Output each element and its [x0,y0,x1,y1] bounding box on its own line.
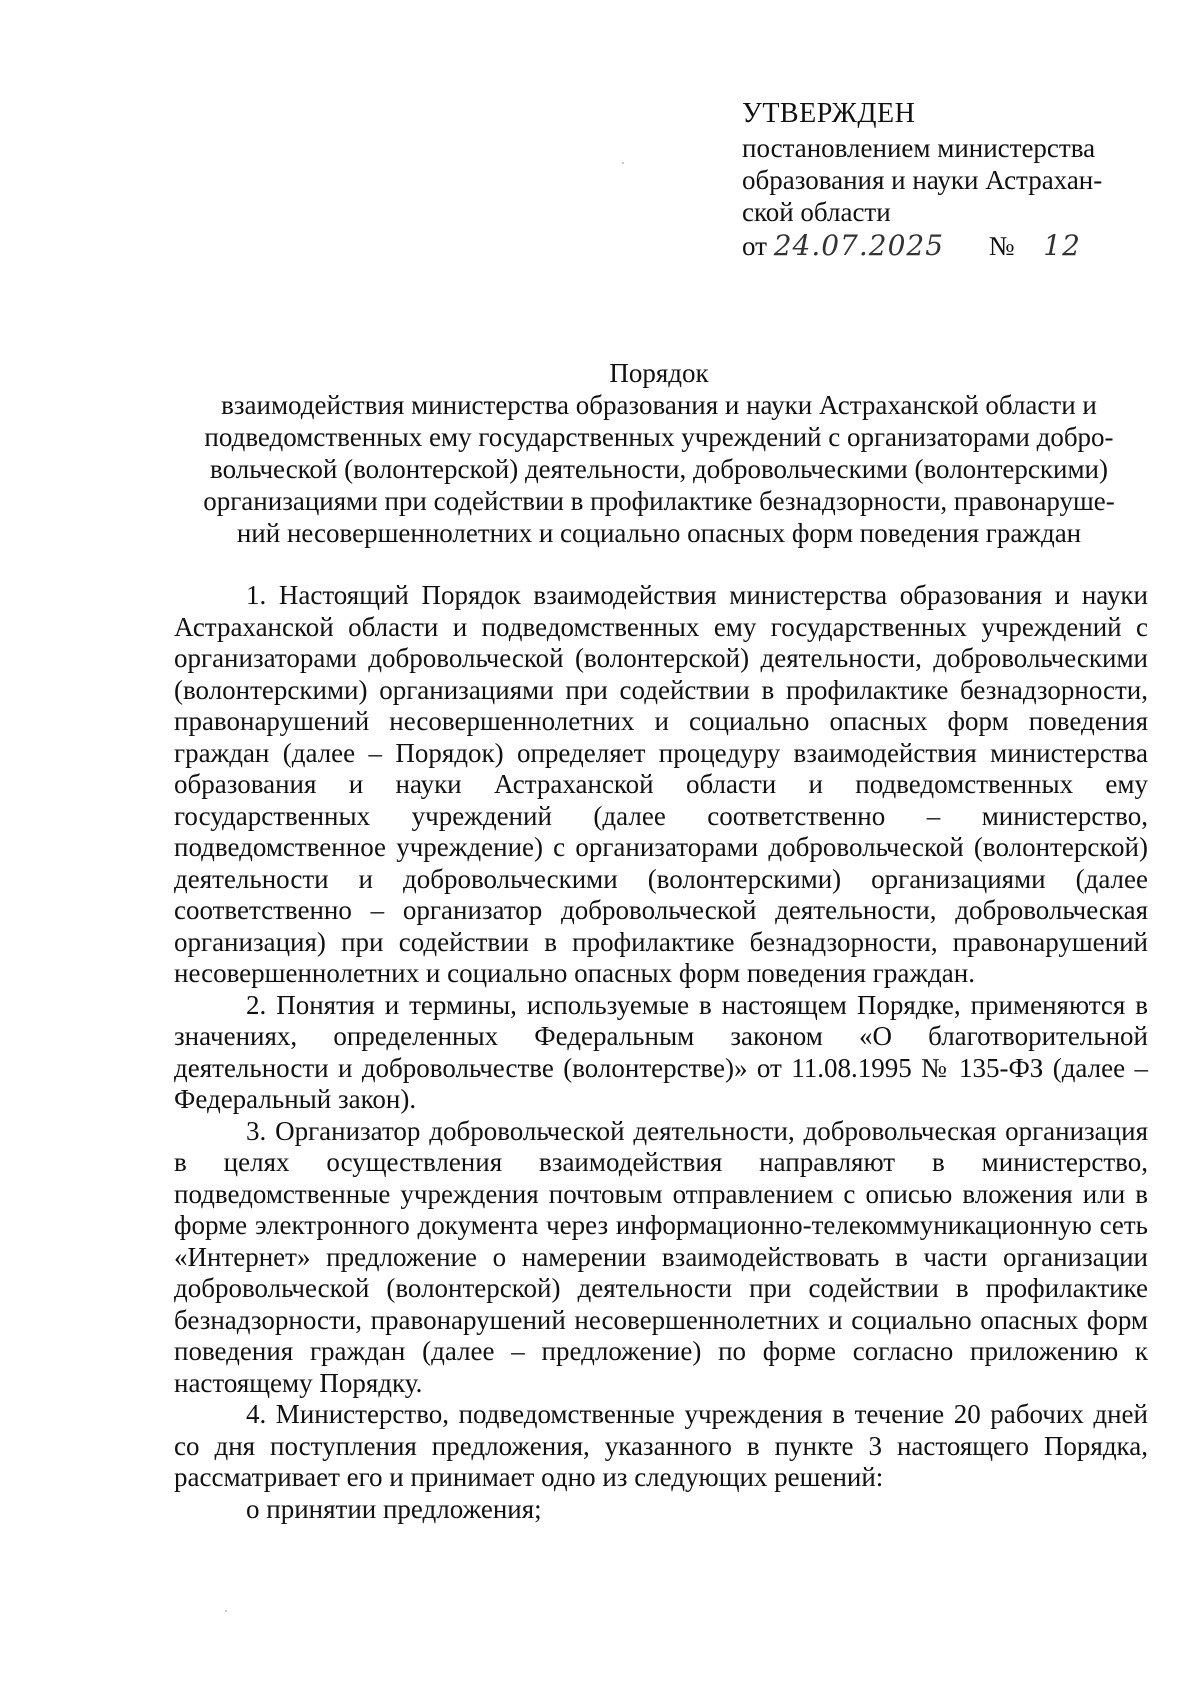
scan-speck [622,162,624,164]
approval-heading: УТВЕРЖДЕН [742,98,916,129]
title-line: взаимодействия министерства образования и науки Астраханской области и [221,390,1097,420]
paragraph-1: 1. Настоящий Порядок взаимодействия министерства образования и науки Астраханской области и подведомственных ему государственных учреждений с организаторами добровольческой (волонтерской) деятельности, добровольческими (волонтерскими) организациями при содействии в профилактике безнадзорности, правонарушений несовершеннолетних и социально опасных форм поведения граждан (далее – Порядок) определяет процедуру взаимодействия министерства образования и науки Астраханской области и подведомственных ему государственных учреждений (далее соответственно – министерство, подведомственное учреждение) с организаторами добровольческой (волонтерской) деятельности и добровольческими (волонтерскими) организациями (далее соответственно – организатор добровольческой деятельности, добровольческая организация) при содействии в профилактике безнадзорности, правонарушений несовершеннолетних и социально опасных форм поведения граждан. [174,580,1148,988]
approval-stamp [742,98,1162,262]
title-line: подведомственных ему государственных учреждений с организаторами добро- [204,422,1114,452]
paragraph-option: о принятии предложения; [246,1493,542,1524]
approval-line: образования и науки Астрахан- [742,165,1103,195]
handwritten-number: 12 [1043,229,1081,262]
title-line: ний несовершеннолетних и социально опасных форм поведения граждан [236,518,1082,548]
approval-line: постановлением министерства [742,133,1096,163]
approval-date-row [742,230,1162,262]
date-prefix: от [742,231,767,261]
paragraph-3: 3. Организатор добровольческой деятельности, добровольческая организация в целях осуществления взаимодействия направляют в министерство, подведомственные учреждения почтовым отправлением с описью вложения или в форме электронного документа через информационно-телекоммуникационную сеть «Интернет» предложение о намерении взаимодействовать в части организации добровольческой (волонтерской) деятельности при содействии в профилактике безнадзорности, правонарушений несовершеннолетних и социально опасных форм поведения граждан (далее – предложение) по форме согласно приложению к настоящему Порядку. [174,1115,1148,1398]
scan-speck [225,1610,227,1612]
paragraph-2: 2. Понятия и термины, используемые в настоящем Порядке, применяются в значениях, определенных Федеральным законом «О благотворительной деятельности и добровольчестве (волонтерстве)» от 11.08.1995 № 135-ФЗ (далее – Федеральный закон). [174,989,1148,1114]
document-title [170,357,1148,549]
paragraph-4: 4. Министерство, подведомственные учреждения в течение 20 рабочих дней со дня поступления предложения, указанного в пункте 3 настоящего Порядка, рассматривает его и принимает одно из следующих решений: [174,1399,1148,1492]
title-line: организациями при содействии в профилактике безнадзорности, правонаруше- [203,486,1115,516]
title-heading: Порядок [609,358,709,388]
title-line: вольческой (волонтерской) деятельности, добровольческими (волонтерскими) [210,454,1108,484]
approval-line: ской области [742,197,891,227]
handwritten-date: 24.07.2025 [773,229,945,262]
number-label: № [988,231,1015,261]
document-body [174,580,1148,1525]
